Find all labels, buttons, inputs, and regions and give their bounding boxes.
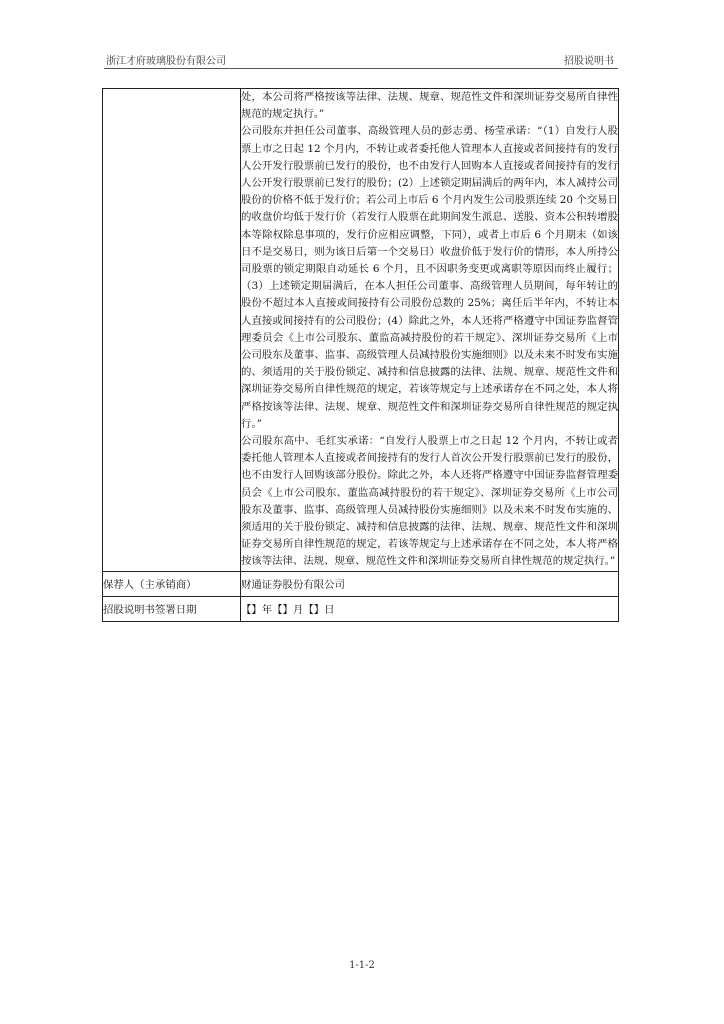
- commitment-content-cell: [241, 89, 619, 572]
- sponsor-value: 财通证券股份有限公司: [241, 571, 619, 596]
- header-document-type: 招股说明书: [564, 56, 614, 67]
- commitment-label-cell: [103, 89, 241, 572]
- commitment-row: [103, 89, 619, 572]
- header-company-name: 浙江才府玻璃股份有限公司: [106, 56, 226, 67]
- signing-date-value: 【】年【】月【】日: [241, 596, 619, 621]
- signing-date-label: 招股说明书签署日期: [103, 596, 241, 621]
- prospectus-table: [102, 88, 619, 622]
- page-number: 1-1-2: [349, 960, 375, 971]
- signing-date-row: [103, 596, 619, 621]
- commitment-paragraph: 处，本公司将严格按该等法律、法规、规章、规范性文件和深圳证券交易所自律性规范的规定执行。”: [241, 91, 618, 121]
- page-header: [104, 50, 618, 68]
- sponsor-row: [103, 571, 619, 596]
- sponsor-label: 保荐人（主承销商）: [103, 571, 241, 596]
- header-divider: [104, 68, 618, 69]
- commitment-paragraph: 公司股东并担任公司董事、高级管理人员的彭志勇、杨莹承诺：“（1）自发行人股票上市之日起 12 个月内，不转让或者委托他人管理本人直接或者间接持有的发行人公开发行股票前已发行的股份，也不由发行人回购本人直接或者间接持有的发行人公开发行股票前已发行的股份；(2）上述锁定期届满后的两年内，本人减持公司股份的价格不低于发行价；若公司上市后 6 个月内发生公司股票连续 20 个交易日的收盘价均低于发行价（若发行人股票在此期间发生派息、送股、资本公积转增股本等除权除息事项的，发行价应相应调整，下同），或者上市后 6 个月期末（如该日不是交易日，则为该日后第一个交易日）收盘价低于发行价的情形，本人所持公司股票的锁定期限自动延长 6 个月，且不因职务变更或离职等原因而终止履行；（3）上述锁定期届满后，在本人担任公司董事、高级管理人员期间，每年转让的股份不超过本人直接或间接持有公司股份总数的 25%；离任后半年内，不转让本人直接或间接持有的公司股份；(4）除此之外，本人还将严格遵守中国证券监督管理委员会《上市公司股东、董监高减持股份的若干规定》、深圳证券交易所《上市公司股东及董事、监事、高级管理人员减持股份实施细则》以及未来不时发布实施的、须适用的关于股份锁定、减持和信息披露的法律、法规、规章、规范性文件和深圳证券交易所自律性规范的规定，若该等规定与上述承诺存在不同之处，本人将严格按该等法律、法规、规章、规范性文件和深圳证券交易所自律性规范的规定执行。”: [241, 125, 618, 430]
- commitment-paragraph: 公司股东高中、毛红实承诺：“自发行人股票上市之日起 12 个月内，不转让或者委托他人管理本人直接或者间接持有的发行人首次公开发行股票前已发行的股份，也不由发行人回购该部分股份。除此之外，本人还将严格遵守中国证券监督管理委员会《上市公司股东、董监高减持股份的若干规定》、深圳证券交易所《上市公司股东及董事、监事、高级管理人员减持股份实施细则》以及未来不时发布实施的、须适用的关于股份锁定、减持和信息披露的法律、法规、规章、规范性文件和深圳证券交易所自律性规范的规定，若该等规定与上述承诺存在不同之处，本人将严格按该等法律、法规、规章、规范性文件和深圳证券交易所自律性规范的规定执行。”: [241, 435, 618, 568]
